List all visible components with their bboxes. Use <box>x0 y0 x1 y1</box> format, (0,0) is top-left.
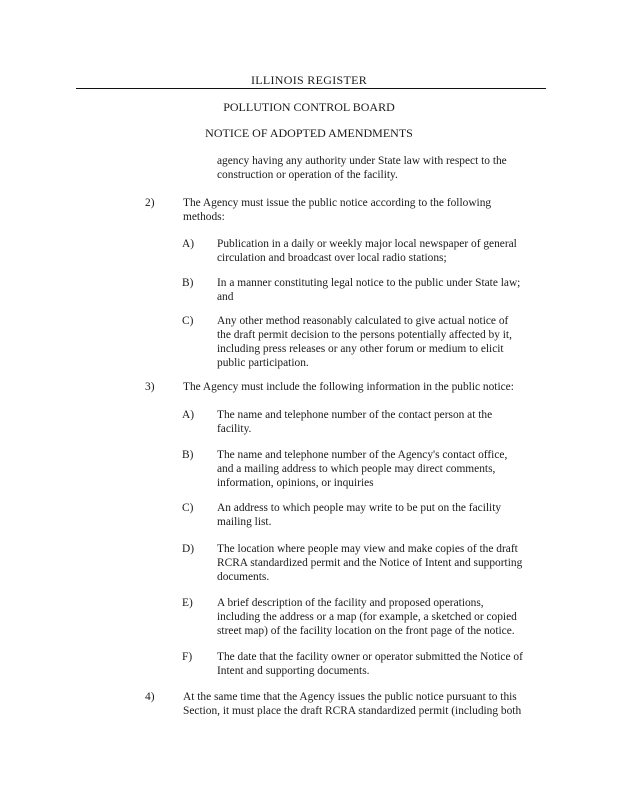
subitem-text: The location where people may view and make copies of the draft RCRA standardized permit and the Notice of Intent and supporting documents. <box>217 543 523 583</box>
subitem-text: The name and telephone number of the Agency's contact office, and a mailing address to which people may direct comments, information, opinions, or inquiries <box>217 449 508 489</box>
subitem-label: B) <box>182 277 194 289</box>
subitem-label: D) <box>182 543 195 555</box>
subitem-label: A) <box>182 409 195 421</box>
subitem-text: In a manner constituting legal notice to the public under State law; and <box>217 277 521 303</box>
subitem-text: An address to which people may write to be put on the facility mailing list. <box>217 502 502 528</box>
subitem-label: B) <box>182 449 194 461</box>
subitem-label: A) <box>182 238 195 250</box>
board-name: POLLUTION CONTROL BOARD <box>223 100 395 114</box>
subitem-text: The name and telephone number of the contact person at the facility. <box>217 409 493 435</box>
item-text: The Agency must issue the public notice according to the following methods: <box>183 197 492 223</box>
register-title: ILLINOIS REGISTER <box>250 73 368 87</box>
item-number: 3) <box>145 381 155 393</box>
subitem-text: A brief description of the facility and proposed operations, including the address or a map (for example, a sketched or copied street map) of the facility location on the front page of the notice. <box>217 597 517 637</box>
header-rule <box>76 88 546 89</box>
subitem-text: Publication in a daily or weekly major local newspaper of general circulation and broadcast over local radio stations; <box>217 238 517 264</box>
item-number: 4) <box>145 691 155 703</box>
item-number: 2) <box>145 197 155 209</box>
subitem-label: C) <box>182 315 194 327</box>
notice-title: NOTICE OF ADOPTED AMENDMENTS <box>205 126 413 140</box>
subitem-label: C) <box>182 502 194 514</box>
item-text: The Agency must include the following information in the public notice: <box>183 381 514 393</box>
subitem-label: F) <box>182 651 193 663</box>
item-text: At the same time that the Agency issues the public notice pursuant to this Section, it must place the draft RCRA standardized permit (including both <box>183 691 522 717</box>
subitem-text: The date that the facility owner or operator submitted the Notice of Intent and supporting documents. <box>217 651 523 677</box>
subitem-label: E) <box>182 597 193 609</box>
subitem-text: Any other method reasonably calculated to give actual notice of the draft permit decision to the persons potentially affected by it, including press releases or any other forum or medium to elicit public participation. <box>217 315 512 369</box>
continuation-text: agency having any authority under State law with respect to the construction or operation of the facility. <box>217 155 507 181</box>
